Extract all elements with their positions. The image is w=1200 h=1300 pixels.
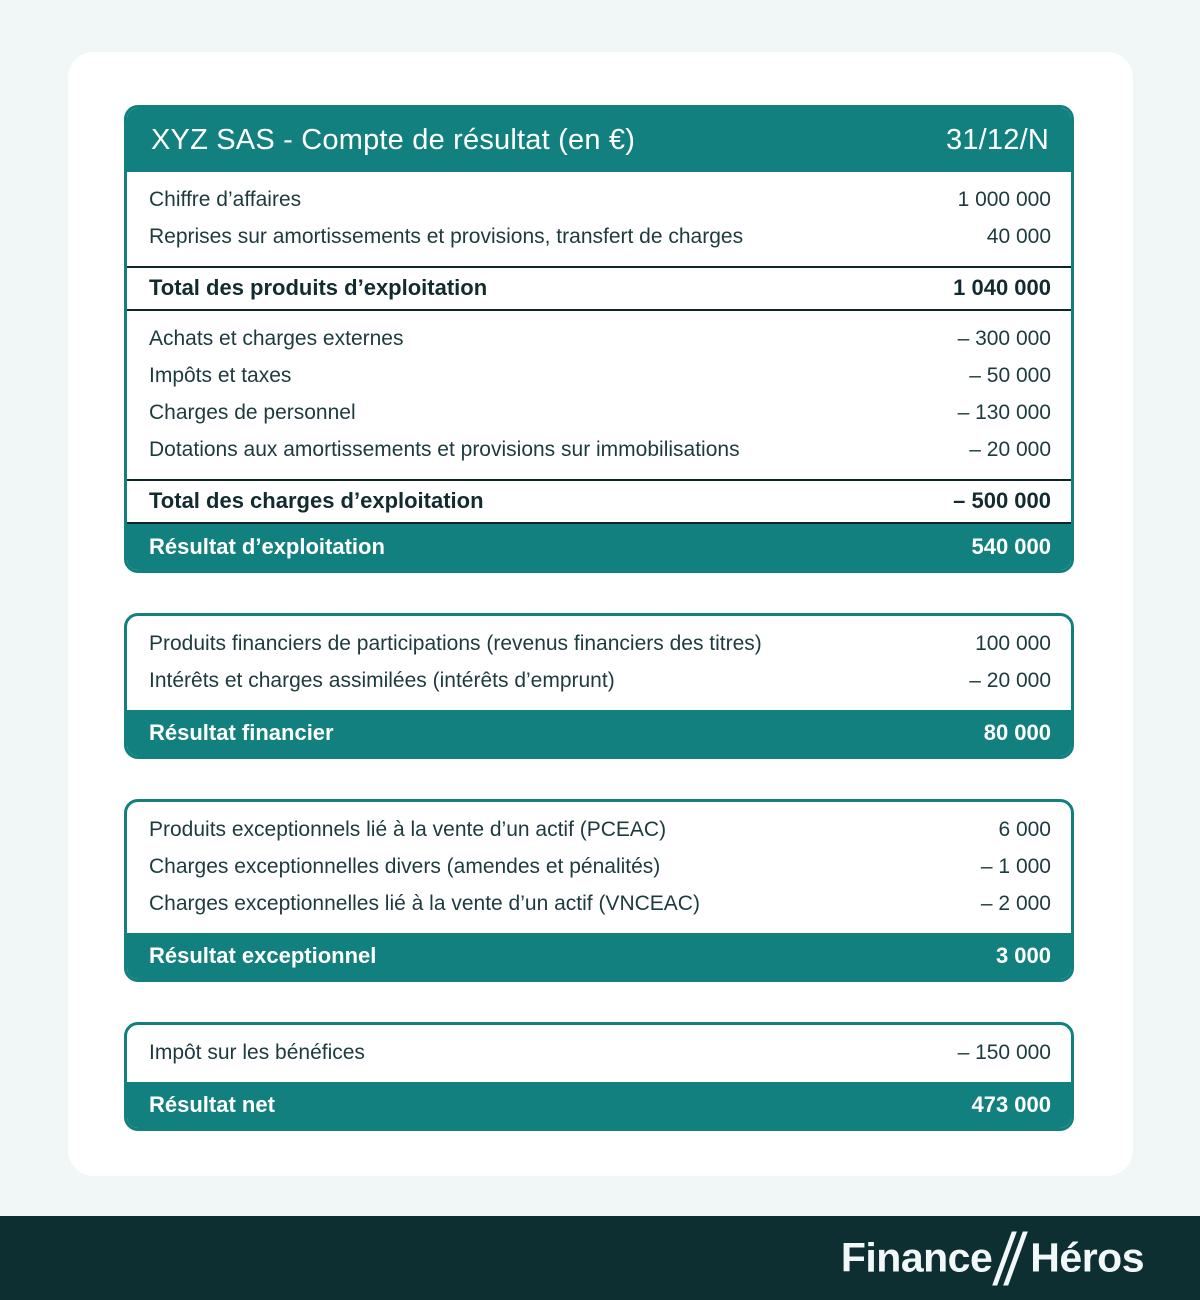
row-label: Total des produits d’exploitation [149,275,488,301]
row-label: Résultat net [149,1091,275,1117]
financier-group [127,616,1071,710]
row-value: – 300 000 [957,326,1051,350]
row-value: 473 000 [971,1091,1051,1117]
impot-group [127,1025,1071,1082]
income-statement [124,105,1074,1131]
row-value: 80 000 [983,719,1051,745]
row-value: – 500 000 [953,488,1051,514]
charges-group [127,311,1071,479]
footer-bar [0,1216,1200,1300]
card-resultat-net [124,1022,1074,1131]
table-row [127,885,1071,922]
row-label: Reprises sur amortissements et provisions, transfert de charges [149,224,744,248]
period-label: 31/12/N [946,123,1049,156]
double-slash-icon [994,1235,1028,1281]
row-label: Dotations aux amortissements et provisions sur immobilisations [149,437,740,461]
statement-header [127,108,1071,172]
table-row [127,848,1071,885]
row-value: 1 000 000 [957,187,1051,211]
row-value: – 1 000 [980,854,1051,878]
table-row [127,181,1071,218]
row-value: 6 000 [998,817,1051,841]
result-net-row [127,1082,1071,1128]
row-label: Intérêts et charges assimilées (intérêts d’emprunt) [149,668,615,692]
row-value: 40 000 [986,224,1051,248]
result-financier-row [127,710,1071,756]
table-row [127,431,1071,468]
row-label: Chiffre d’affaires [149,187,302,211]
row-value: – 2 000 [980,891,1051,915]
products-group [127,172,1071,266]
table-row [127,357,1071,394]
row-value: 3 000 [995,942,1051,968]
table-row [127,811,1071,848]
card-financier [124,613,1074,759]
row-label: Charges exceptionnelles divers (amendes et pénalités) [149,854,661,878]
row-label: Résultat financier [149,719,334,745]
row-label: Produits exceptionnels lié à la vente d’un actif (PCEAC) [149,817,667,841]
logo-text-second: Héros [1030,1234,1144,1281]
row-label: Impôt sur les bénéfices [149,1040,365,1064]
row-label: Charges de personnel [149,400,356,424]
row-value: 540 000 [971,533,1051,559]
row-label: Résultat d’exploitation [149,533,385,559]
row-label: Achats et charges externes [149,326,404,350]
row-label: Résultat exceptionnel [149,942,377,968]
exceptionnel-group [127,802,1071,933]
row-label: Produits financiers de participations (revenus financiers des titres) [149,631,762,655]
row-value: – 150 000 [957,1040,1051,1064]
brand-logo [841,1235,1144,1282]
table-row [127,1034,1071,1071]
row-value: – 130 000 [957,400,1051,424]
result-exceptionnel-row [127,933,1071,979]
total-products-row [127,266,1071,311]
row-value: 1 040 000 [953,275,1051,301]
table-row [127,662,1071,699]
row-value: 100 000 [975,631,1051,655]
logo-text-first: Finance [840,1234,993,1281]
card-exploitation [124,105,1074,573]
row-value: – 50 000 [969,363,1051,387]
table-row [127,394,1071,431]
total-charges-row [127,479,1071,524]
row-label: Impôts et taxes [149,363,292,387]
card-exceptionnel [124,799,1074,982]
table-row [127,218,1071,255]
page-title: XYZ SAS - Compte de résultat (en €) [151,123,636,156]
table-row [127,625,1071,662]
row-value: – 20 000 [969,668,1051,692]
row-label: Total des charges d’exploitation [149,488,484,514]
row-value: – 20 000 [969,437,1051,461]
row-label: Charges exceptionnelles lié à la vente d’un actif (VNCEAC) [149,891,700,915]
result-exploitation-row [127,524,1071,570]
table-row [127,320,1071,357]
